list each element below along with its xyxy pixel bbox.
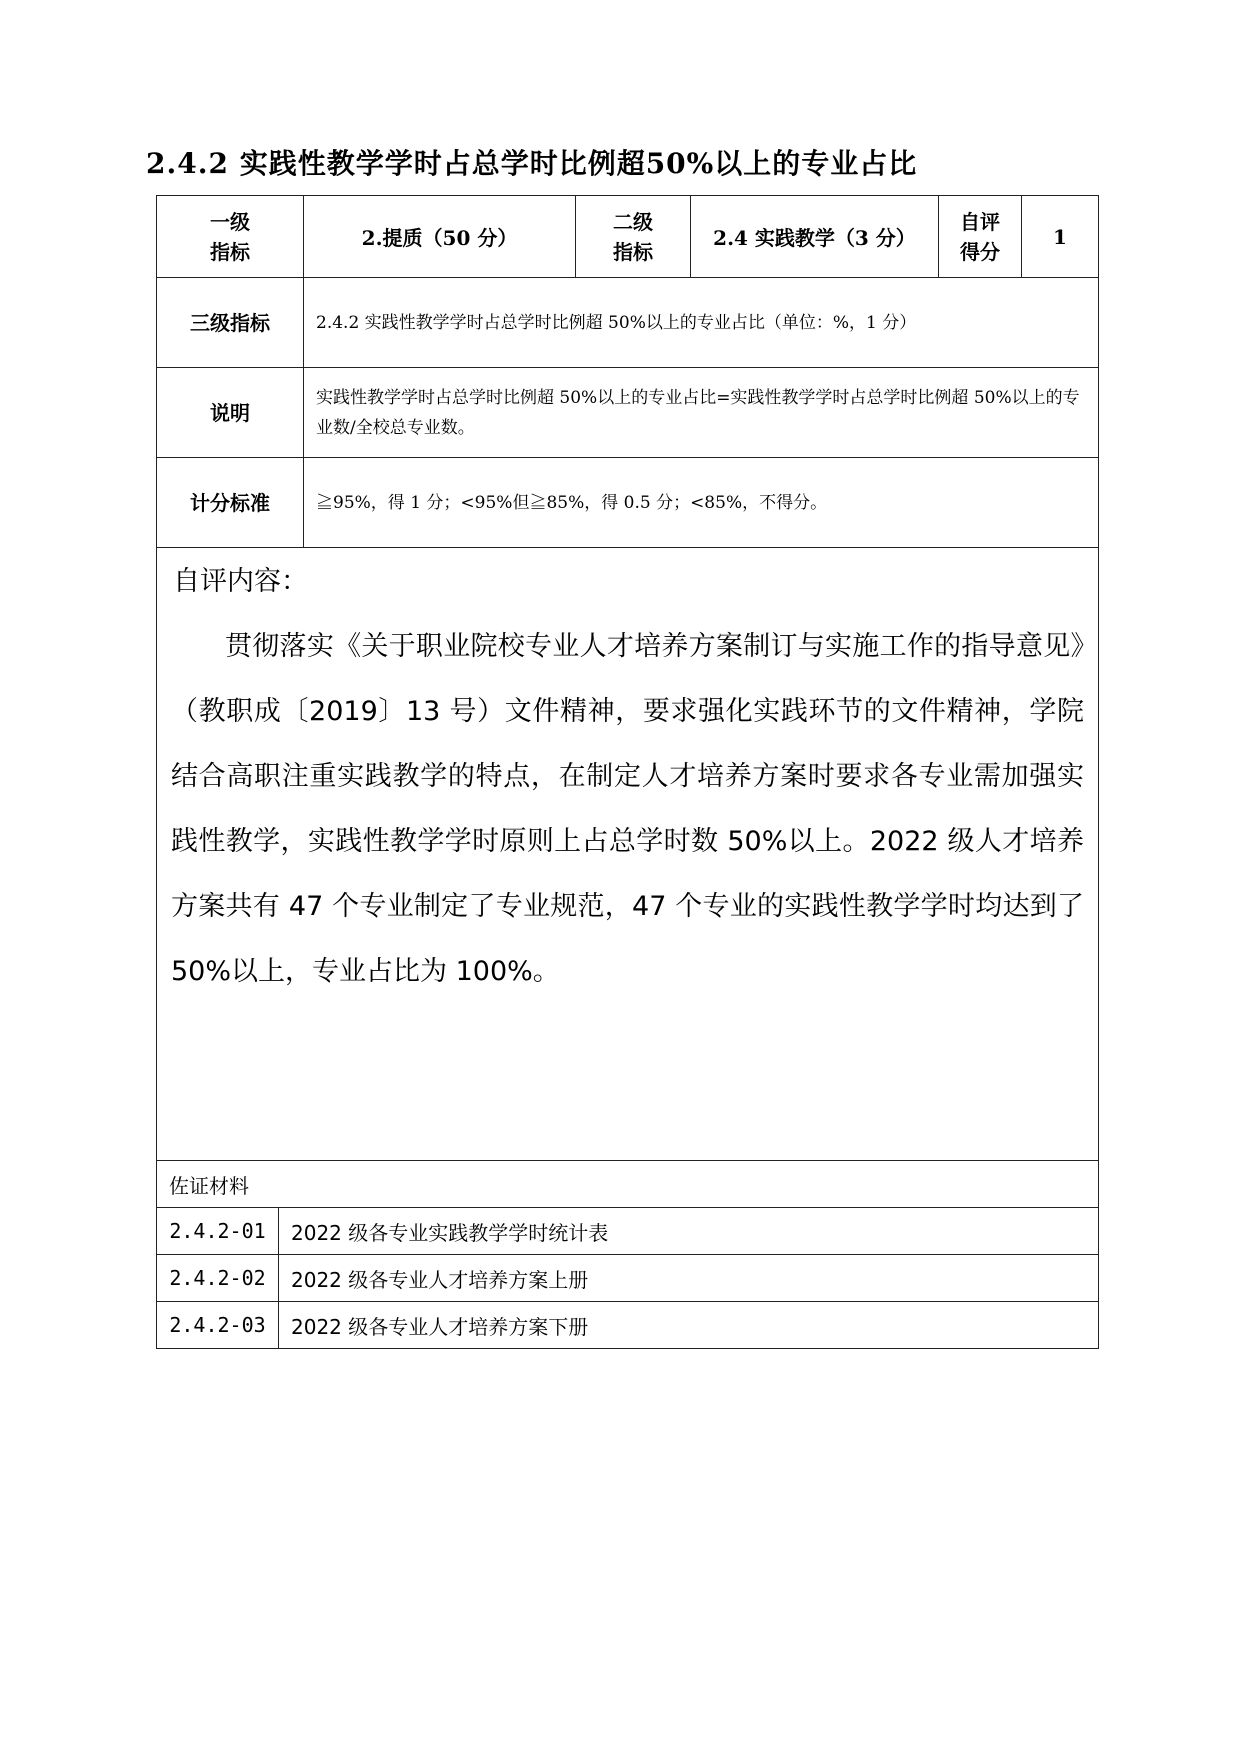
description-row	[157, 368, 1099, 458]
self-eval-row	[157, 548, 1099, 1161]
self-score-value: 1	[1022, 196, 1099, 278]
evidence-name: 2022 级各专业人才培养方案上册	[279, 1255, 1099, 1302]
self-eval-heading: 自评内容：	[173, 566, 308, 597]
scoring-row	[157, 458, 1099, 548]
evidence-heading: 佐证材料	[157, 1161, 1099, 1208]
self-eval-body: 贯彻落实《关于职业院校专业人才培养方案制订与实施工作的指导意见》（教职成〔2019〕13 号）文件精神，要求强化实践环节的文件精神，学院结合高职注重实践教学的特点，在制定人才培养方案时要求各专业需加强实践性教学，实践性教学学时原则上占总学时数 50%以上。2022 级人才培养方案共有 47 个专业制定了专业规范，47 个专业的实践性教学学时均达到了 50%以上，专业占比为 100%。	[171, 631, 1084, 987]
self-eval-cell	[157, 548, 1099, 1161]
evidence-name: 2022 级各专业实践教学学时统计表	[279, 1208, 1099, 1255]
level3-row	[157, 278, 1099, 368]
level2-value: 2.4 实践教学（3 分）	[691, 196, 939, 278]
evidence-row	[157, 1302, 1099, 1349]
level3-value: 2.4.2 实践性教学学时占总学时比例超 50%以上的专业占比（单位：%，1 分）	[304, 278, 1099, 368]
scoring-label: 计分标准	[157, 458, 304, 548]
description-label: 说明	[157, 368, 304, 458]
evidence-row	[157, 1208, 1099, 1255]
header-row	[157, 196, 1099, 278]
evidence-heading-row	[157, 1161, 1099, 1208]
evidence-name: 2022 级各专业人才培养方案下册	[279, 1302, 1099, 1349]
level1-label: 一级 指标	[157, 196, 304, 278]
evidence-code: 2.4.2-01	[157, 1208, 279, 1255]
level2-label: 二级 指标	[576, 196, 691, 278]
evidence-code: 2.4.2-02	[157, 1255, 279, 1302]
self-score-label: 自评 得分	[939, 196, 1022, 278]
level1-value: 2.提质（50 分）	[304, 196, 576, 278]
description-value: 实践性教学学时占总学时比例超 50%以上的专业占比=实践性教学学时占总学时比例超 50%以上的专业数/全校总专业数。	[304, 368, 1099, 458]
page-title: 2.4.2 实践性教学学时占总学时比例超50%以上的专业占比	[146, 147, 918, 180]
evidence-code: 2.4.2-03	[157, 1302, 279, 1349]
evaluation-table	[156, 195, 1099, 1349]
evidence-row	[157, 1255, 1099, 1302]
level3-label: 三级指标	[157, 278, 304, 368]
scoring-value: ≧95%，得 1 分；<95%但≧85%，得 0.5 分；<85%，不得分。	[304, 458, 1099, 548]
